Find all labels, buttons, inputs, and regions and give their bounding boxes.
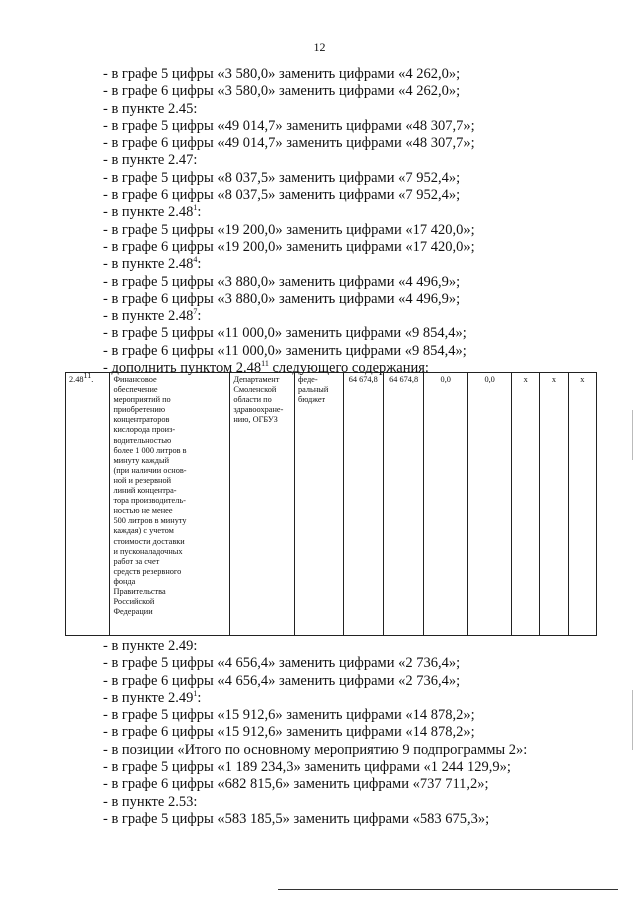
- amendment-line: - в графе 6 цифры «49 014,7» заменить цифрами «48 307,7»;: [103, 135, 475, 152]
- amendment-line: - в графе 6 цифры «3 580,0» заменить цифрами «4 262,0»;: [103, 83, 461, 100]
- cell-executor: Департамент Смоленской области по здравоохране- нию, ОГБУЗ: [230, 373, 295, 636]
- cell-description: Финансовое обеспечение мероприятий по приобретению концентраторов кислорода произ- водительностью более 1 000 литров в минуту каждый (при наличии основ- ной и резервной линий концентра- тора производитель- ностью не менее 500 литров в минуту каждая) с учетом стоимости доставки и пусконаладочных работ за счет средств резервного фонда Правительства Российской Федерации: [110, 373, 230, 636]
- cell-value-year3: 0,0: [468, 373, 512, 636]
- item-heading-2-48-4: - в пункте 2.48$^4$:: [103, 255, 202, 273]
- amendments-top: [103, 66, 623, 377]
- amendment-line: - в графе 5 цифры «15 912,6» заменить цифрами «14 878,2»;: [103, 707, 475, 724]
- amendment-line: - в позиции «Итого по основному мероприятию 9 подпрограммы 2»:: [103, 741, 528, 758]
- amendment-line: - в графе 5 цифры «49 014,7» заменить цифрами «48 307,7»;: [103, 117, 475, 134]
- cell-x: x: [540, 373, 568, 636]
- scan-edge-mark: [632, 690, 633, 750]
- amendment-line: - в графе 5 цифры «3 880,0» заменить цифрами «4 496,9»;: [103, 273, 461, 290]
- amendment-line: - в графе 5 цифры «11 000,0» заменить цифрами «9 854,4»;: [103, 325, 467, 342]
- cell-x: x: [512, 373, 540, 636]
- amendment-line: - в пункте 2.53:: [103, 793, 198, 810]
- amendment-line: - в графе 5 цифры «3 580,0» заменить цифрами «4 262,0»;: [103, 66, 461, 82]
- amendment-line: - в графе 5 цифры «4 656,4» заменить цифрами «2 736,4»;: [103, 655, 461, 672]
- item-heading-2-49-1: - в пункте 2.49$^1$:: [103, 689, 202, 706]
- insert-table: [65, 372, 597, 636]
- amendment-line: - в графе 6 цифры «4 656,4» заменить цифрами «2 736,4»;: [103, 672, 461, 689]
- amendment-line: - в пункте 2.47:: [103, 152, 198, 169]
- amendment-line: - в графе 6 цифры «3 880,0» заменить цифрами «4 496,9»;: [103, 290, 461, 307]
- amendment-line: - в графе 5 цифры «1 189 234,3» заменить цифрами «1 244 129,9»;: [103, 759, 511, 776]
- amendment-line: - в графе 6 цифры «19 200,0» заменить цифрами «17 420,0»;: [103, 238, 475, 255]
- amendment-line: - в графе 5 цифры «583 185,5» заменить цифрами «583 675,3»;: [103, 810, 490, 827]
- amendment-line: - в графе 5 цифры «8 037,5» заменить цифрами «7 952,4»;: [103, 169, 461, 186]
- amendment-line: - в графе 6 цифры «682 815,6» заменить цифрами «737 711,2»;: [103, 776, 489, 793]
- amendments-bottom: [103, 638, 623, 828]
- amendment-line: - в пункте 2.49:: [103, 638, 198, 654]
- cell-value-year2: 0,0: [424, 373, 468, 636]
- cell-x: x: [568, 373, 596, 636]
- cell-funding-source: феде- ральный бюджет: [295, 373, 344, 636]
- table-row: [66, 373, 597, 636]
- cell-value-total: 64 674,8: [343, 373, 383, 636]
- scan-edge-mark: [632, 410, 633, 460]
- amendment-line: - в графе 5 цифры «19 200,0» заменить цифрами «17 420,0»;: [103, 221, 475, 238]
- amendment-line: - в графе 6 цифры «15 912,6» заменить цифрами «14 878,2»;: [103, 724, 475, 741]
- cell-value-year1: 64 674,8: [383, 373, 423, 636]
- add-item-heading: - дополнить пунктом 2.48$^{11}$ следующего содержания:: [103, 359, 429, 377]
- bottom-rule: [278, 889, 618, 890]
- item-heading-2-48-1: - в пункте 2.48$^1$:: [103, 203, 202, 221]
- page-number: 12: [313, 40, 326, 54]
- amendment-line: - в графе 6 цифры «11 000,0» заменить цифрами «9 854,4»;: [103, 342, 467, 359]
- cell-item-number: 2.48$^{11}$.: [66, 373, 110, 636]
- item-heading-2-48-7: - в пункте 2.48$^7$:: [103, 307, 202, 325]
- amendment-line: - в пункте 2.45:: [103, 100, 198, 117]
- amendment-line: - в графе 6 цифры «8 037,5» заменить цифрами «7 952,4»;: [103, 187, 461, 204]
